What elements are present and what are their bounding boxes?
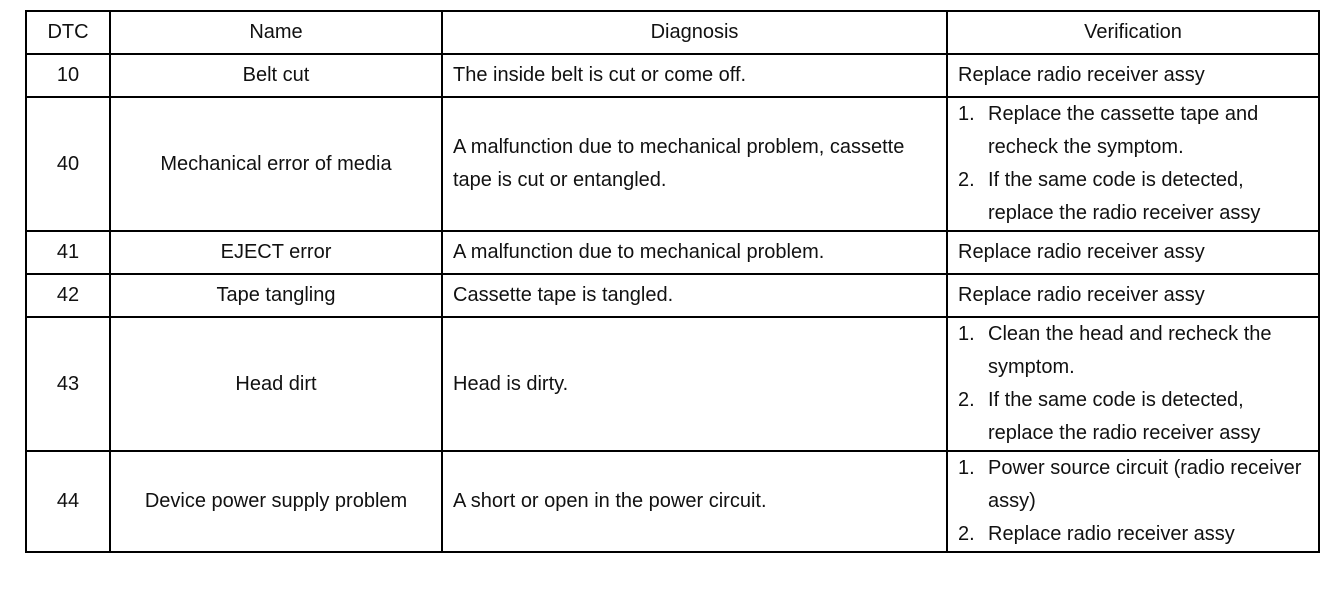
dtc-name: Tape tangling (110, 274, 442, 317)
dtc-code: 10 (26, 54, 110, 97)
verification-step (958, 452, 1308, 518)
step-text: If the same code is detected, replace the radio receiver assy (988, 389, 1261, 444)
dtc-verification: Replace radio receiver assy (947, 54, 1319, 97)
table-row (26, 317, 1319, 451)
dtc-verification (947, 317, 1319, 451)
verification-step (958, 164, 1308, 230)
dtc-diagnosis: Cassette tape is tangled. (442, 274, 947, 317)
dtc-name: Mechanical error of media (110, 97, 442, 231)
header-dtc: DTC (26, 11, 110, 54)
step-text: Clean the head and recheck the symptom. (988, 323, 1272, 378)
dtc-verification (947, 97, 1319, 231)
table-row (26, 97, 1319, 231)
table-row (26, 274, 1319, 317)
step-text: Replace radio receiver assy (988, 523, 1235, 545)
dtc-verification: Replace radio receiver assy (947, 274, 1319, 317)
step-number: 2. (958, 523, 975, 545)
step-text: Power source circuit (radio receiver assy) (988, 457, 1302, 512)
table-body (26, 54, 1319, 552)
verification-steps (958, 318, 1308, 450)
dtc-verification: Replace radio receiver assy (947, 231, 1319, 274)
step-text: Replace the cassette tape and recheck the symptom. (988, 103, 1259, 158)
step-number: 1. (958, 457, 975, 479)
dtc-code: 40 (26, 97, 110, 231)
verification-step (958, 518, 1308, 551)
step-number: 1. (958, 323, 975, 345)
header-diagnosis: Diagnosis (442, 11, 947, 54)
verification-step (958, 98, 1308, 164)
step-number: 2. (958, 169, 975, 191)
dtc-verification (947, 451, 1319, 552)
step-number: 2. (958, 389, 975, 411)
verification-steps (958, 98, 1308, 230)
dtc-diagnosis: A malfunction due to mechanical problem, cassette tape is cut or entangled. (442, 97, 947, 231)
header-name: Name (110, 11, 442, 54)
dtc-name: EJECT error (110, 231, 442, 274)
dtc-name: Head dirt (110, 317, 442, 451)
table-row (26, 451, 1319, 552)
verification-step (958, 384, 1308, 450)
dtc-diagnosis: Head is dirty. (442, 317, 947, 451)
dtc-code: 41 (26, 231, 110, 274)
table-row (26, 231, 1319, 274)
step-number: 1. (958, 103, 975, 125)
table-header (26, 11, 1319, 54)
verification-steps (958, 452, 1308, 551)
dtc-diagnosis: A malfunction due to mechanical problem. (442, 231, 947, 274)
dtc-name: Device power supply problem (110, 451, 442, 552)
step-text: If the same code is detected, replace the radio receiver assy (988, 169, 1261, 224)
dtc-name: Belt cut (110, 54, 442, 97)
header-verification: Verification (947, 11, 1319, 54)
dtc-code: 44 (26, 451, 110, 552)
table-row (26, 54, 1319, 97)
dtc-code: 43 (26, 317, 110, 451)
header-row (26, 11, 1319, 54)
verification-step (958, 318, 1308, 384)
dtc-diagnosis: The inside belt is cut or come off. (442, 54, 947, 97)
dtc-table (25, 10, 1320, 553)
dtc-diagnosis: A short or open in the power circuit. (442, 451, 947, 552)
dtc-code: 42 (26, 274, 110, 317)
